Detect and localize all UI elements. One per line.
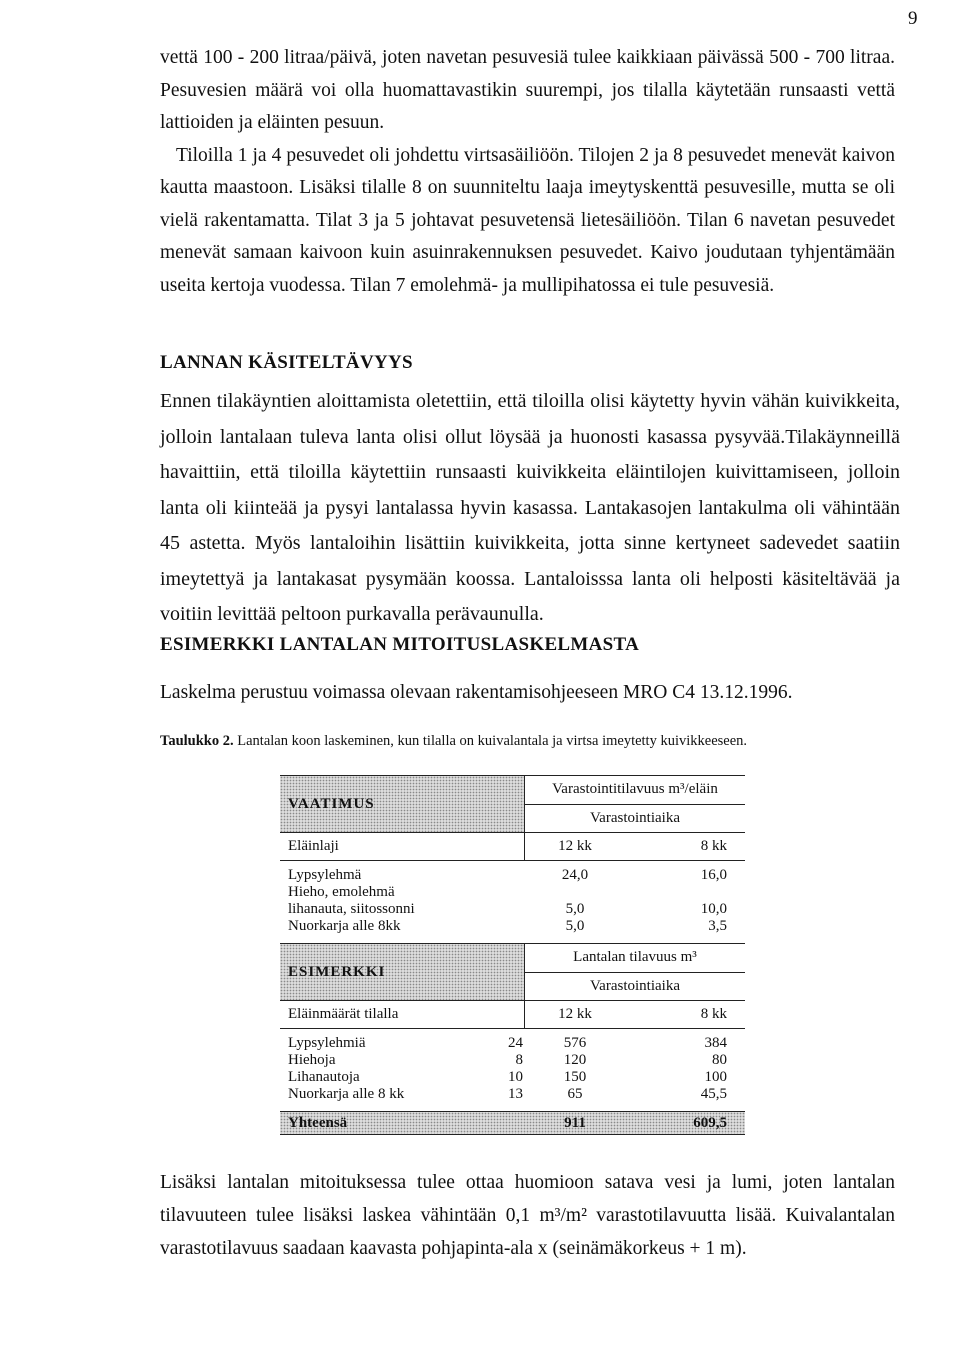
- row-value-8kk: 10,0: [700, 901, 727, 917]
- table-caption-text: Lantalan koon laskeminen, kun tilalla on kuivalantala ja virtsa imeytetty kuivikkeeseen.: [237, 733, 748, 749]
- section-heading-esimerkki: ESIMERKKI LANTALAN MITOITUSLASKELMASTA: [160, 634, 640, 655]
- row-label: Hieho, emolehmä: [288, 884, 395, 900]
- row-value-12kk: 5,0: [565, 901, 585, 917]
- subheader-label: Eläinmäärät tilalla: [280, 1001, 525, 1028]
- column-header-group: [525, 944, 745, 1000]
- table-row: [280, 918, 745, 935]
- paragraph-5: Lisäksi lantalan mitoituksessa tulee ottaa huomioon satava vesi ja lumi, joten lantalan tilavuuteen tulee lisäksi laskea vähintään 0,1 m³/m² varastotilavuutta lisää. Kuivalantalan varastotilavuus saadaan kaavasta pohjapinta-ala x (seinämäkorkeus + 1 m).: [160, 1172, 895, 1259]
- row-value-8kk: [625, 884, 745, 901]
- row-value-8kk: 3,5: [708, 918, 727, 934]
- section-title-cell: [280, 944, 525, 1000]
- row-count: [488, 918, 525, 935]
- table-row: [280, 1069, 745, 1086]
- paragraph-4: Laskelma perustuu voimassa olevaan rakentamisohjeeseen MRO C4 13.12.1996.: [160, 682, 793, 703]
- row-value-8kk: 16,0: [700, 867, 727, 883]
- table-section-header: [280, 943, 745, 1001]
- row-value-12kk: 5,0: [565, 918, 585, 934]
- subheader-label: Eläinlaji: [280, 833, 525, 860]
- body-text-block: [160, 42, 895, 302]
- row-count: [488, 901, 525, 918]
- row-count: [488, 867, 525, 884]
- table-caption-label: Taulukko 2.: [160, 733, 234, 749]
- subheader-col-12kk: 12 kk: [558, 838, 592, 854]
- row-value-12kk: 576: [563, 1035, 587, 1051]
- table-row: [280, 901, 745, 918]
- total-value-12kk: 911: [564, 1114, 586, 1131]
- column-header-bottom: Varastointiaika: [590, 977, 680, 994]
- row-label: Nuorkarja alle 8 kk: [288, 1086, 405, 1102]
- section-title-cell: [280, 776, 525, 832]
- row-value-8kk: 384: [704, 1035, 727, 1051]
- table-body: [280, 861, 745, 943]
- table-row: [280, 867, 745, 884]
- table-subheader: [280, 1001, 745, 1029]
- table-caption: [160, 733, 747, 750]
- section-heading-lannan-kasiteltavyys: LANNAN KÄSITELTÄVYYS: [160, 352, 413, 373]
- paragraph-2: Tiloilla 1 ja 4 pesuvedet oli johdettu virtsasäiliöön. Tilojen 2 ja 8 pesuvedet menevät kaivon kautta maastoon. Lisäksi tilalle 8 on suunniteltu laaja imeytyskenttä pesuvesille, mutta se oli vielä rakentamatta. Tilat 3 ja 5 johtavat pesuvetensä lietesäiliöön. Tilan 6 navetan pesuvedet menevät samaan kaivoon kuin asuinrakennuksen pesuvedet. Kaivo joudutaan tyhjentämään useita kertoja vuodessa. Tilan 7 emolehmä- ja mullipihatossa ei tule pesuvesiä.: [160, 144, 895, 296]
- row-value-12kk: 120: [563, 1052, 587, 1068]
- row-label: Lypsylehmiä: [288, 1035, 366, 1051]
- row-value-8kk: 45,5: [700, 1086, 727, 1102]
- row-count: 10: [508, 1069, 523, 1085]
- row-label: Lypsylehmä: [288, 867, 362, 883]
- subheader-col-8kk: 8 kk: [700, 1006, 727, 1022]
- table-row: [280, 884, 745, 901]
- row-label: Nuorkarja alle 8kk: [288, 918, 401, 934]
- table-section-header: [280, 775, 745, 833]
- paragraph-1: vettä 100 - 200 litraa/päivä, joten navetan pesuvesiä tulee kaikkiaan päivässä 500 - 700 litraa. Pesuvesien määrä voi olla huomattavastikin suurempi, jos tilalla käytetään runsaasti vettä lattioiden ja eläinten pesuun.: [160, 47, 895, 133]
- row-value-12kk: 65: [567, 1086, 583, 1102]
- section-title-vaatimus: VAATIMUS: [288, 795, 375, 812]
- table-body: [280, 1029, 745, 1111]
- table-row: [280, 1035, 745, 1052]
- page-number: 9: [908, 8, 918, 29]
- row-count: 13: [508, 1086, 523, 1102]
- table-total-row: [280, 1111, 745, 1135]
- row-count: 24: [508, 1035, 523, 1051]
- total-label: Yhteensä: [288, 1114, 348, 1131]
- total-value-8kk: 609,5: [693, 1114, 727, 1131]
- row-label: lihanauta, siitossonni: [288, 901, 415, 917]
- section-title-esimerkki: ESIMERKKI: [288, 963, 386, 980]
- table-subheader: [280, 833, 745, 861]
- subheader-col-12kk: 12 kk: [558, 1006, 592, 1022]
- row-value-12kk: 24,0: [561, 867, 589, 883]
- table-row: [280, 1086, 745, 1103]
- row-count: [488, 884, 525, 901]
- column-header-top: Lantalan tilavuus m³: [525, 944, 745, 973]
- paragraph-3: Ennen tilakäyntien aloittamista oletettiin, että tiloilla olisi käytetty hyvin vähän kuivikkeita, jolloin lantalaan tuleva lanta olisi ollut löysää ja huonosti kasassa pysyvää.Tilakäynneillä havaittiin, että tiloilla käytettiin runsaasti kuivikkeita eläintilojen kuivittamiseen, jolloin lanta oli kiinteää ja pysyi lantalassa hyvin kasassa. Lantakasojen lantakulma oli vähintään 45 astetta. Myös lantaloihin lisättiin kuivikkeita, jotta sinne kertyneet sadevedet saatiin imeytettyä ja lantakasat pysymään koossa. Lantaloisssa lanta oli helposti käsiteltävää ja voitiin levittää peltoon purkavalla perävaunulla.: [160, 390, 900, 625]
- table-row: [280, 1052, 745, 1069]
- row-value-8kk: 80: [712, 1052, 727, 1068]
- column-header-bottom: Varastointiaika: [590, 809, 680, 826]
- column-header-top: Varastointitilavuus m³/eläin: [525, 776, 745, 805]
- row-label: Hiehoja: [288, 1052, 336, 1068]
- storage-table: [280, 775, 745, 1135]
- row-value-12kk: [525, 884, 625, 901]
- row-value-12kk: 150: [563, 1069, 587, 1085]
- subheader-col-8kk: 8 kk: [700, 838, 727, 854]
- column-header-group: [525, 776, 745, 832]
- row-value-8kk: 100: [704, 1069, 727, 1085]
- row-count: 8: [515, 1052, 523, 1068]
- row-label: Lihanautoja: [288, 1069, 360, 1085]
